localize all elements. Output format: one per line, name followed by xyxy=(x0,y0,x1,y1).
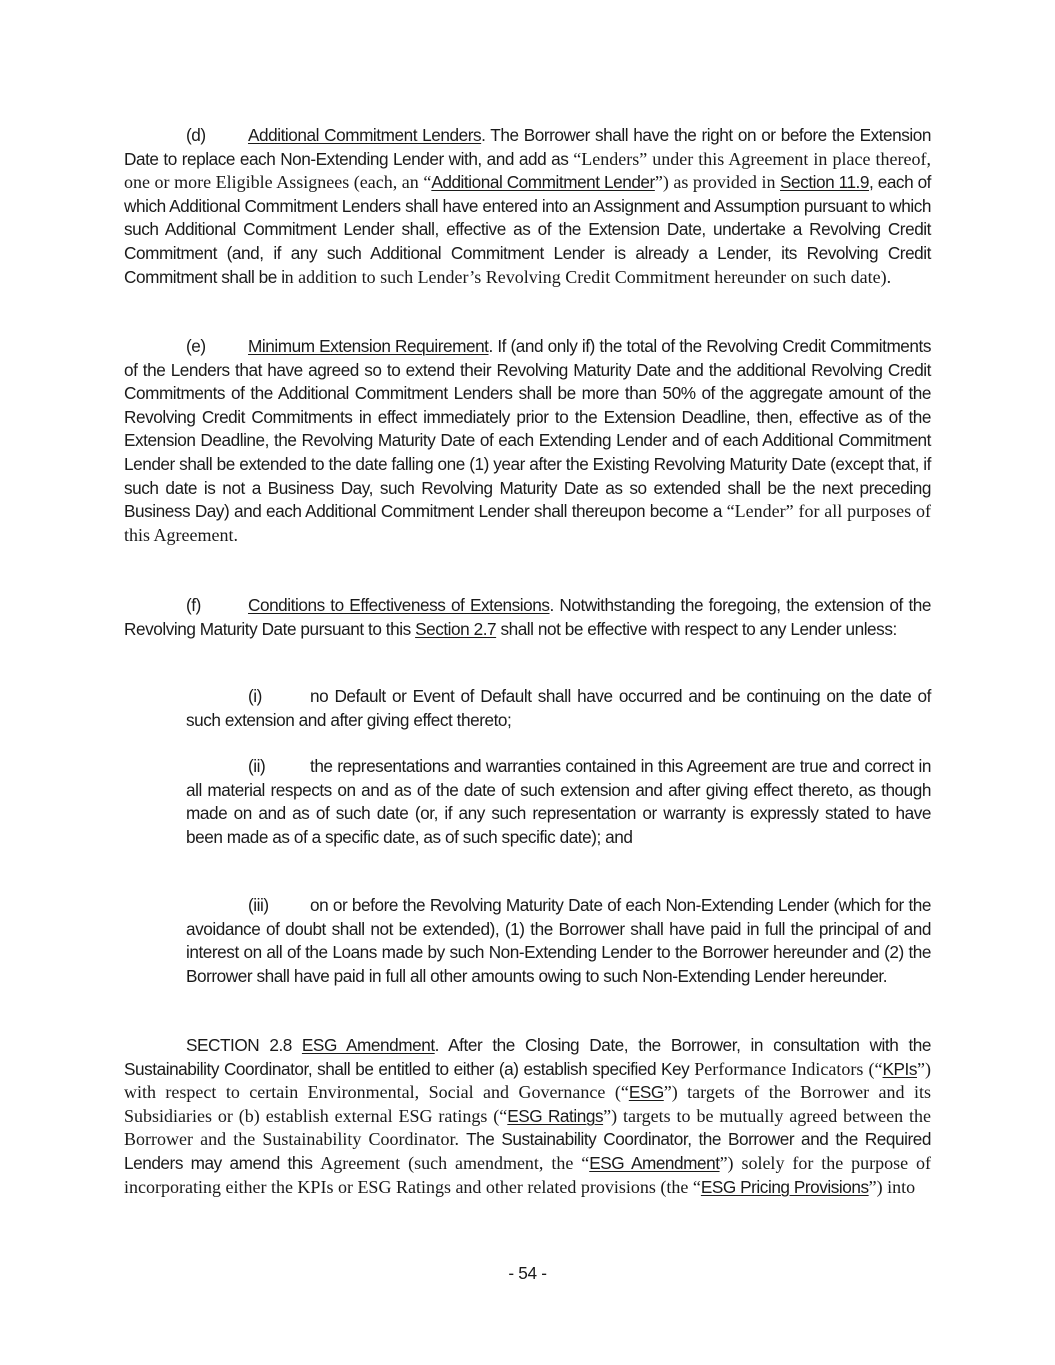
section-2-8: SECTION 2.8 ESG Amendment. After the Closing Date, the Borrower, in consultation with the Sustainability Coordinator, shall be entitled to either (a) establish specified Key Performance Indicators (“KPIs”) with respect to certain Environmental, Social and Governance (“ESG”) targets of the Borrower and its Subsidiaries or (b) establish external ESG ratings (“ESG Ratings”) targets to be mutually agreed between the Borrower and the Sustainability Coordinator. The Sustainability Coordinator, the Borrower and the Required Lenders may amend this Agreement (such amendment, the “ESG Amendment”) solely for the purpose of incorporating either the KPIs or ESG Ratings and other related provisions (the “ESG Pricing Provisions”) into xyxy=(124,1035,932,1197)
paragraph-f: (f) Conditions to Effectiveness of Extensions. Notwithstanding the foregoing, the extension of the Revolving Maturity Date pursuant to this Section 2.7 shall not be effective with respect to any Lender unless: xyxy=(124,595,931,639)
section-label: SECTION 2.8 xyxy=(186,1035,292,1055)
paragraph-label: (d) xyxy=(186,125,206,145)
defined-term: ESG xyxy=(628,1082,664,1103)
clause-label: (i) xyxy=(248,686,262,706)
clause-label: (ii) xyxy=(248,756,266,776)
defined-term: Additional Commitment Lender xyxy=(431,172,655,193)
paragraph-heading: Additional Commitment Lenders xyxy=(248,125,482,145)
defined-term: ESG Amendment xyxy=(589,1152,720,1173)
clause-ii: (ii) the representations and warranties contained in this Agreement are true and correct in all material respects on and as of the date of such extension and after giving effect thereto, as though made on and as of such date (or, if any such representation or warranty is expressly stated to have been made as of a specific date, as of such specific date); and xyxy=(186,756,931,847)
section-reference: Section 2.7 xyxy=(415,618,497,639)
section-heading: ESG Amendment xyxy=(301,1035,435,1055)
section-reference: Section 11.9 xyxy=(780,172,869,193)
paragraph-d: (d) Additional Commitment Lenders. The Borrower shall have the right on or before the Extension Date to replace each Non-Extending Lender with, and add as “Lenders” under this Agreement in place thereof, one or more Eligible Assignees (each, an “Additional Commitment Lender”) as provided in Section 11.9, each of which Additional Commitment Lenders shall have entered into an Assignment and Assumption pursuant to which such Additional Commitment Lender shall, effective as of the Extension Date, undertake a Revolving Credit Commitment (and, if any such Additional Commitment Lender is already a Lender, its Revolving Credit Commitment shall be in addition to such Lender’s Revolving Credit Commitment hereunder on such date). xyxy=(124,125,932,287)
clause-label: (iii) xyxy=(248,895,269,915)
clause-i: (i) no Default or Event of Default shall have occurred and be continuing on the date of such extension and after giving effect thereto; xyxy=(186,686,931,730)
defined-term: ESG Ratings xyxy=(507,1105,604,1126)
paragraph-label: (f) xyxy=(186,595,201,615)
defined-term: KPIs xyxy=(882,1058,917,1079)
clause-iii: (iii) on or before the Revolving Maturity Date of each Non-Extending Lender (which for the avoidance of doubt shall not be extended), (1) the Borrower shall have paid in full the principal of and interest on all of the Loans made by such Non-Extending Lender to the Borrower hereunder and (2) the Borrower shall have paid in full all other amounts owing to such Non-Extending Lender hereunder. xyxy=(186,895,931,986)
page-number: - 54 - xyxy=(508,1263,547,1283)
defined-term: ESG Pricing Provisions xyxy=(700,1176,869,1197)
paragraph-e: (e) Minimum Extension Requirement. If (and only if) the total of the Revolving Credit Commitments of the Lenders that have agreed so to extend their Revolving Maturity Date and the additional Revolving Credit Commitments of the Additional Commitment Lenders shall be more than 50% of the aggregate amount of the Revolving Credit Commitments in effect immediately prior to the Extension Deadline, then, effective as of the Extension Deadline, the Revolving Maturity Date of each Extending Lender and of each Additional Commitment Lender shall be extended to the date falling one (1) year after the Existing Revolving Maturity Date (except that, if such date is not a Business Day, such Revolving Maturity Date as so extended shall be the next preceding Business Day) and each Additional Commitment Lender shall thereupon become a “Lender” for all purposes of this Agreement. xyxy=(124,336,931,545)
paragraph-label: (e) xyxy=(186,336,206,356)
paragraph-heading: Conditions to Effectiveness of Extensions xyxy=(248,595,550,615)
paragraph-heading: Minimum Extension Requirement xyxy=(248,336,489,356)
